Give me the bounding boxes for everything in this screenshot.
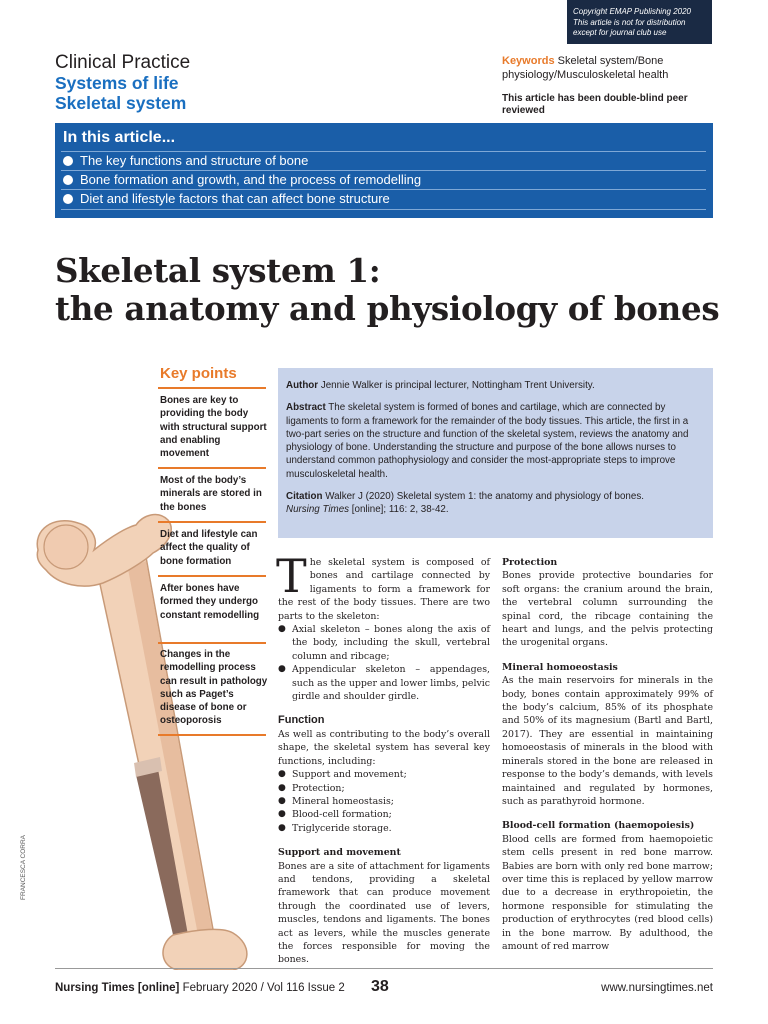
footer-divider bbox=[55, 968, 713, 969]
footer-journal bbox=[55, 982, 345, 994]
intro-text: he skeletal system is composed of bones and cartilage connected by ligaments to form a framework for the rest of the body tissues. There are two parts to the skeleton: bbox=[278, 557, 490, 622]
divider bbox=[61, 151, 706, 152]
paragraph: As the main reservoirs for minerals in the body, bones contain approximately 99% of the body’s calcium, 85% of its phosphate and 50% of its magnesium (Bartl and Bartl, 2017). They are essential in maintaining homoeostasis of minerals in the blood with minerals stored in the bone are released in response to the body’s demands, with levels maintained and regulated by hormones, such as parathyroid hormone. bbox=[502, 675, 713, 807]
bullet-icon bbox=[63, 194, 73, 204]
divider bbox=[158, 734, 266, 736]
paragraph: Blood cells are formed from haemopoietic stem cells present in red bone marrow. Babies are born with only red bone marrow; over time this is replaced by yellow marrow due to a decrease in erythropoietin, the hormone responsible for stimulating the production of erythrocytes (red blood cells) in the bone marrow. By adulthood, the amount of red marrow bbox=[502, 833, 713, 952]
keywords-text: Skeletal system/Bone physiology/Musculoskeletal health bbox=[502, 55, 669, 81]
headline-line: Skeletal system 1: bbox=[55, 251, 381, 290]
subsection-heading: Support and movement bbox=[278, 847, 401, 859]
paragraph: Bones provide protective boundaries for soft organs: the cranium around the brain, the vertebral column surrounding the spinal cord, the ribcage containing the heart and lungs, and the pelvis protecting the urogenital organs. bbox=[502, 570, 713, 649]
key-points-title: Key points bbox=[160, 365, 237, 382]
article-point bbox=[63, 191, 390, 206]
page-number: 38 bbox=[371, 978, 389, 995]
box-title: In this article... bbox=[63, 129, 176, 146]
list-item: ● Appendicular skeleton – appendages, such as the upper and lower limbs, pelvic girdle and shoulder girdle. bbox=[278, 663, 490, 703]
abstract-box bbox=[278, 368, 713, 538]
list-item: ● Support and movement; bbox=[278, 768, 490, 781]
divider bbox=[158, 467, 266, 469]
abstract bbox=[286, 401, 705, 481]
copyright-line: except for journal club use bbox=[573, 28, 667, 37]
intro-paragraph bbox=[276, 549, 490, 623]
journal-name: Nursing Times [online] bbox=[55, 982, 180, 994]
series-label: Systems of life bbox=[55, 73, 179, 93]
keywords-label: Keywords bbox=[502, 55, 555, 67]
abstract-text: The skeletal system is formed of bones and cartilage, which are connected by ligaments to form a framework for the remainder of the body tissues. This article, the first in a two-part series on the structure and function of the skeletal system, reviews the anatomy and physiology of bone. Understanding the structure and purpose of the bone allows nurses to understand common pathophysiology and consider the most-appropriate steps to improve musculoskeletal health. bbox=[286, 402, 689, 480]
citation-text: Walker J (2020) Skeletal system 1: the anatomy and physiology of bones. bbox=[322, 491, 644, 503]
paragraph: As well as contributing to the body’s overall shape, the skeletal system has several key functions, including: bbox=[278, 728, 490, 767]
subsection-heading: Blood-cell formation (haemopoiesis) bbox=[502, 820, 695, 832]
divider bbox=[61, 189, 706, 190]
key-point: Changes in the remodelling process can result in pathology such as Paget’s disease of bone or osteoporosis bbox=[160, 649, 268, 727]
list-item: ● Axial skeleton – bones along the axis of the body, including the skull, vertebral column and ribcage; bbox=[278, 623, 490, 663]
paragraph: Bones are a site of attachment for ligaments and tendons, providing a skeletal framework that can produce movement through the coordinated use of levers, muscles, tendons and ligaments. The bones act as levers, while the muscles generate the forces responsible for moving the bones. bbox=[278, 860, 490, 966]
keywords bbox=[502, 54, 714, 82]
drop-cap: T bbox=[276, 549, 307, 603]
author-text: Jennie Walker is principal lecturer, Nottingham Trent University. bbox=[318, 380, 595, 391]
article-headline bbox=[55, 252, 719, 328]
body-column-right bbox=[502, 556, 713, 953]
section-label: Clinical Practice bbox=[55, 52, 191, 73]
copyright-line: This article is not for distribution bbox=[573, 17, 686, 27]
subsection-heading: Protection bbox=[502, 557, 558, 568]
list-item: ● Mineral homeostasis; bbox=[278, 795, 490, 808]
citation bbox=[286, 490, 705, 517]
divider bbox=[158, 575, 266, 577]
divider bbox=[158, 387, 266, 389]
subsection-heading: Mineral homoeostasis bbox=[502, 661, 618, 673]
article-point bbox=[63, 172, 421, 187]
author-info bbox=[286, 379, 705, 392]
in-this-article-box bbox=[55, 123, 713, 218]
illustration-credit: FRANCESCA CORRA bbox=[20, 834, 27, 900]
divider bbox=[61, 209, 706, 210]
issue-info: February 2020 / Vol 116 Issue 2 bbox=[179, 982, 345, 994]
list-item: ● Triglyceride storage. bbox=[278, 822, 490, 835]
citation-label: Citation bbox=[286, 491, 323, 503]
article-point-text: Bone formation and growth, and the process of remodelling bbox=[80, 172, 422, 187]
article-point-text: The key functions and structure of bone bbox=[80, 153, 309, 168]
key-point: Diet and lifestyle can affect the quality of bone formation bbox=[160, 529, 258, 567]
divider bbox=[158, 521, 266, 523]
divider bbox=[158, 642, 266, 644]
abstract-label: Abstract bbox=[286, 402, 326, 414]
key-point: Bones are key to providing the body with structural support and enabling movement bbox=[160, 395, 267, 460]
copyright-notice bbox=[567, 0, 712, 44]
author-label: Author bbox=[286, 380, 319, 391]
bullet-icon bbox=[63, 156, 73, 166]
list-item: ● Protection; bbox=[278, 782, 490, 795]
body-column-left bbox=[276, 549, 490, 967]
section-heading: Function bbox=[278, 714, 325, 727]
list-item: ● Blood-cell formation; bbox=[278, 808, 490, 821]
topic-label: Skeletal system bbox=[55, 93, 187, 113]
peer-review-note: This article has been double-blind peer reviewed bbox=[502, 93, 688, 116]
key-point: After bones have formed they undergo constant remodelling bbox=[160, 583, 260, 621]
headline-line: the anatomy and physiology of bones bbox=[55, 289, 720, 328]
copyright-line: Copyright EMAP Publishing 2020 bbox=[573, 7, 691, 16]
article-point-text: Diet and lifestyle factors that can affect bone structure bbox=[80, 191, 390, 206]
divider bbox=[61, 170, 706, 171]
website-link[interactable]: www.nursingtimes.net bbox=[601, 982, 713, 994]
citation-journal: Nursing Times bbox=[286, 504, 350, 516]
bullet-icon bbox=[63, 175, 73, 185]
key-point: Most of the body’s minerals are stored in the bones bbox=[160, 475, 262, 513]
citation-tail: [online]; 116: 2, 38-42. bbox=[349, 504, 449, 516]
article-point bbox=[63, 153, 308, 168]
